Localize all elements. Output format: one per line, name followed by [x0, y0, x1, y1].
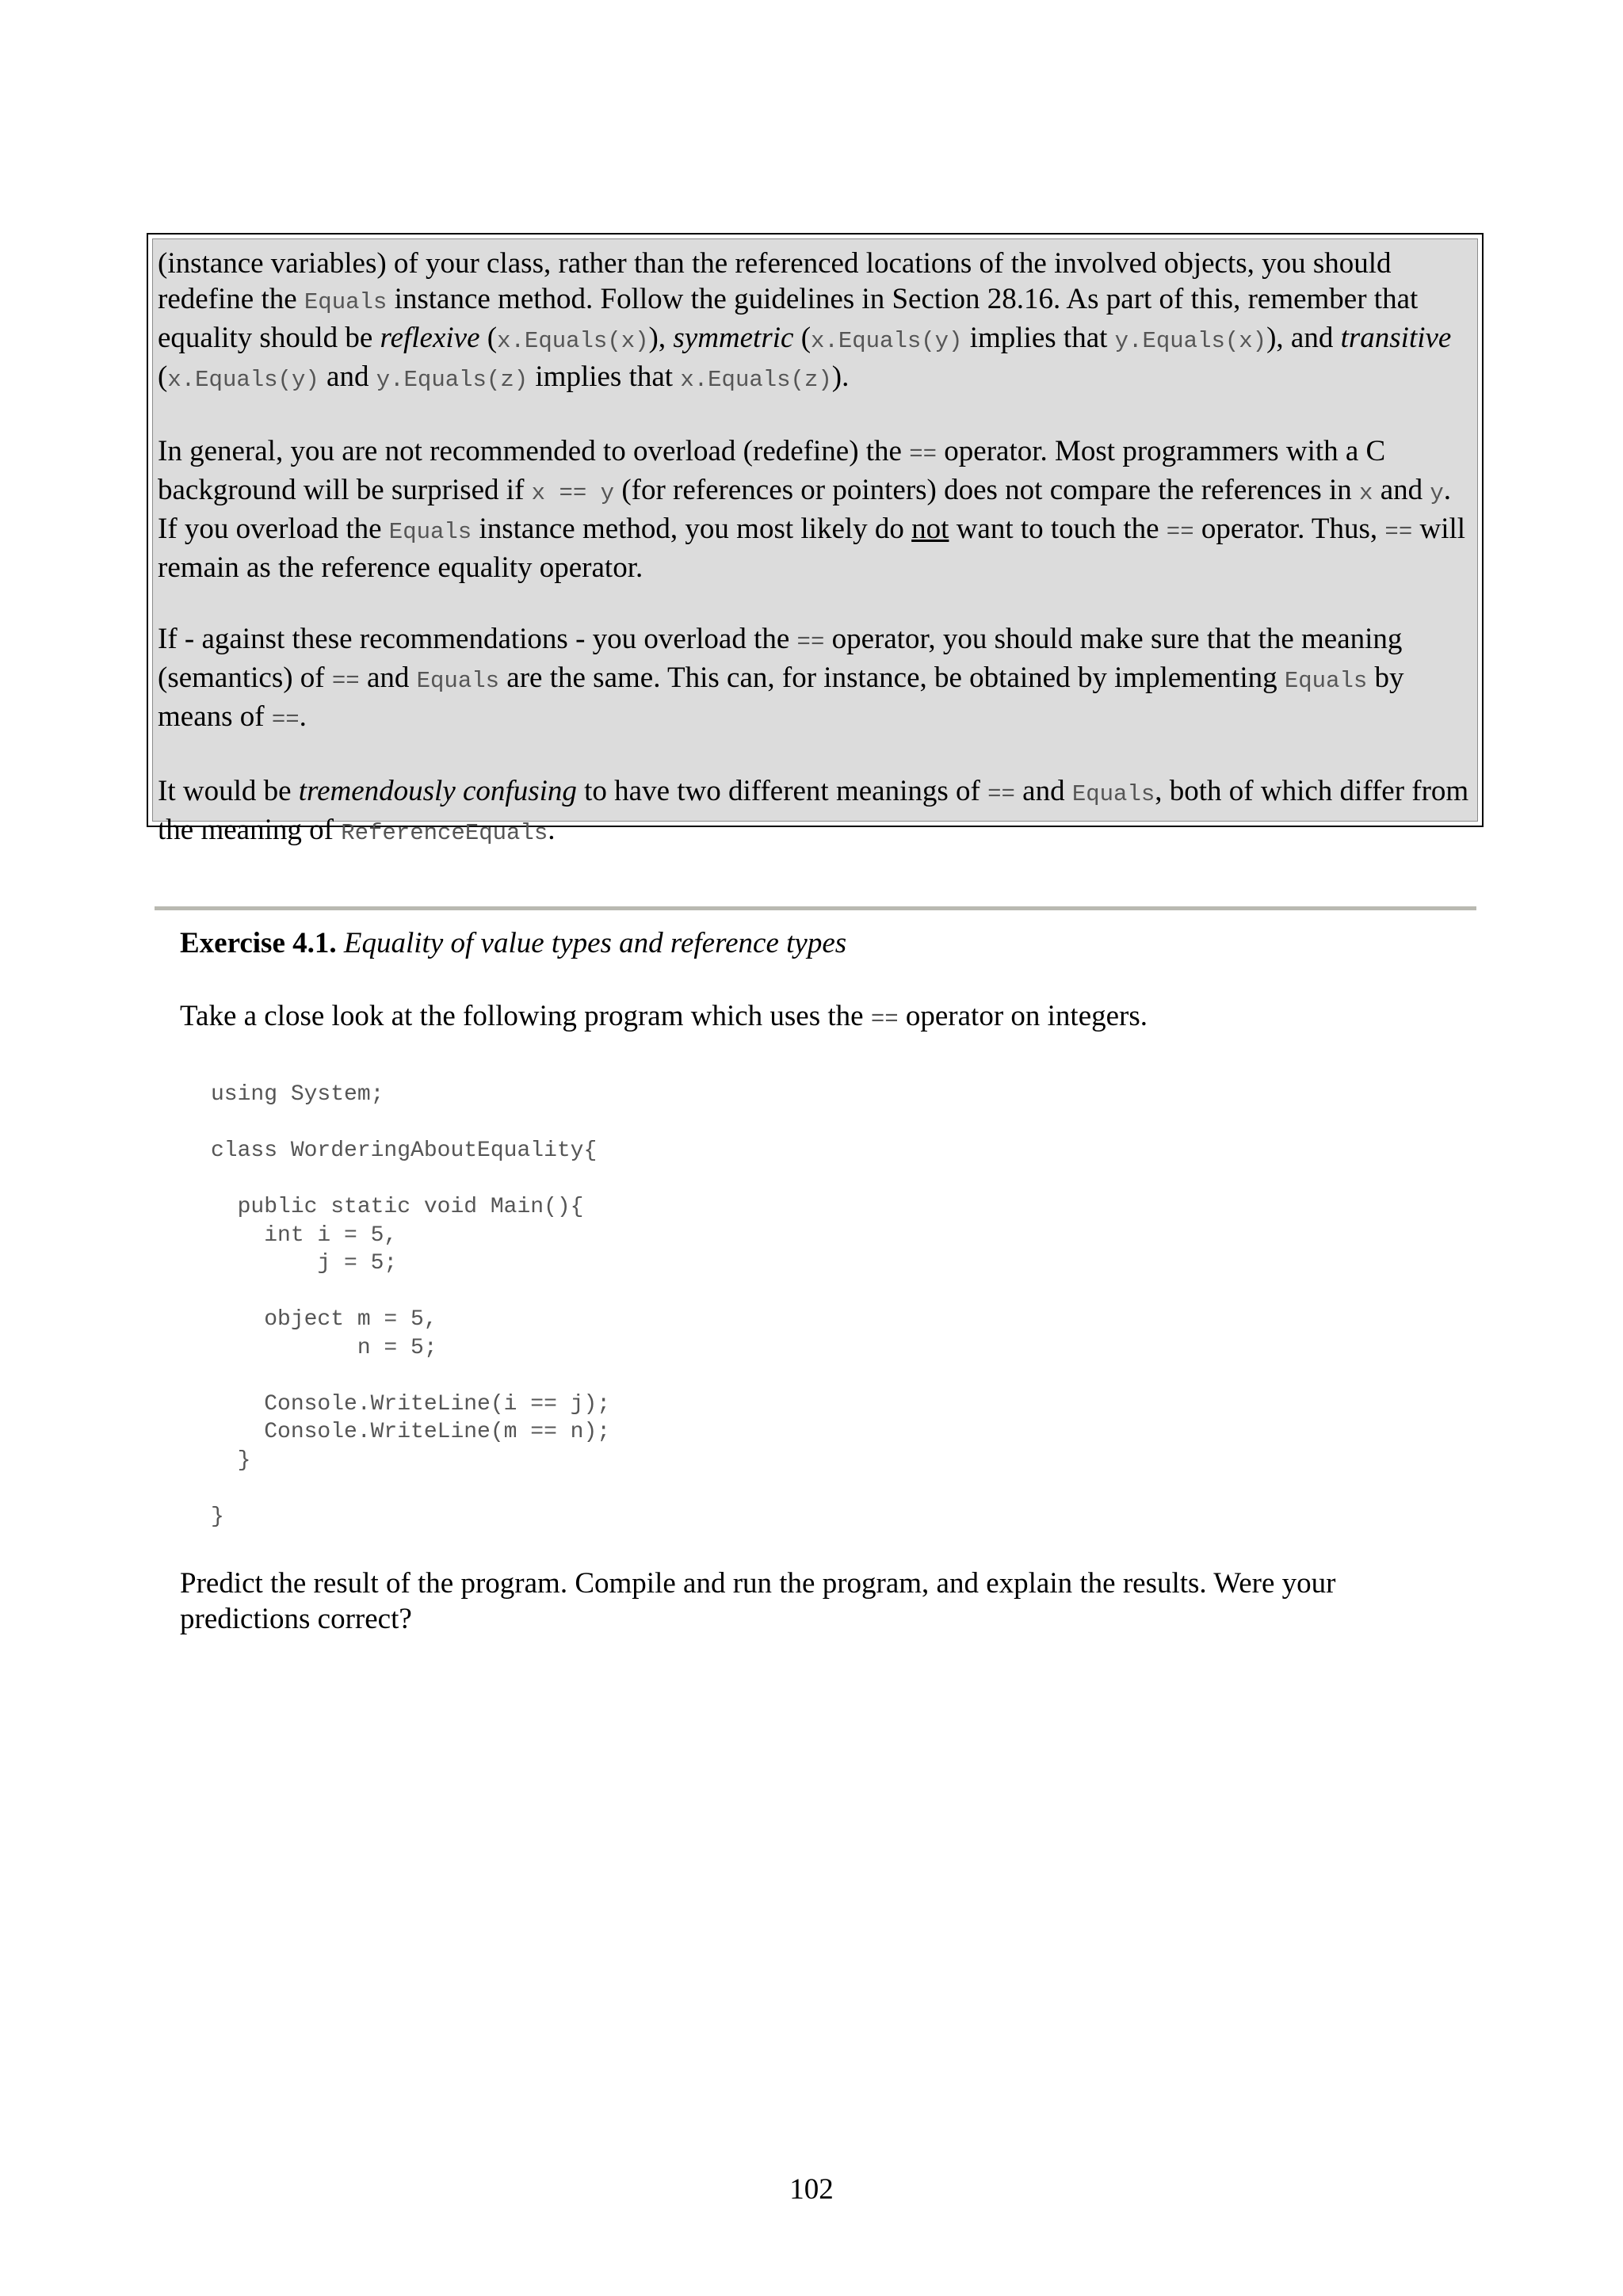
- note-box: [147, 233, 1484, 846]
- exercise-section: [180, 921, 1464, 1637]
- note-paragraph-1: (instance variables) of your class, rather than the referenced locations of the involved objects, you should redefine the Equals instance method. Follow the guidelines in Section 28.16. As part of this, remember that equality should be reflexive (x.Equals(x)), symmetric (x.Equals(y) implies that y.Equals(x)), and transitive (x.Equals(y) and y.Equals(z) implies that x.Equals(z)).: [158, 247, 1452, 393]
- exercise-heading: [180, 925, 1464, 961]
- note-paragraph-2: In general, you are not recommended to overload (redefine) the == operator. Most programmers with a C background will be surprised if x == y (for references or pointers) does not compare the references in x and y. If you overload the Equals instance method, you most likely do not want to touch the == operator. Thus, == will remain as the reference equality operator.: [158, 435, 1466, 584]
- note-paragraph-3: If - against these recommendations - you overload the == operator, you should make sure that the meaning (semantics) of == and Equals are the same. This can, for instance, be obtained by implementing Equals by means of ==.: [158, 623, 1404, 733]
- exercise-divider: [155, 906, 1476, 910]
- exercise-question: Predict the result of the program. Compile and run the program, and explain the results. Were your predictions correct?: [180, 1567, 1336, 1635]
- note-paragraph-4: It would be tremendously confusing to have two different meanings of == and Equals, both of which differ from the meaning of ReferenceEquals.: [158, 775, 1469, 846]
- program-listing: using System; class WorderingAboutEquality{ public static void Main(){ int i = 5, j = 5; object m = 5, n = 5; Console.WriteLine(i == j); Console.WriteLine(m == n); } }: [211, 1082, 611, 1529]
- exercise-label: Exercise 4.1.: [180, 927, 337, 959]
- page-number: 102: [789, 2173, 834, 2206]
- exercise-intro: Take a close look at the following program which uses the == operator on integers.: [180, 1000, 1148, 1032]
- exercise-title: Equality of value types and reference types: [343, 927, 847, 959]
- note-box-inner: [152, 238, 1478, 846]
